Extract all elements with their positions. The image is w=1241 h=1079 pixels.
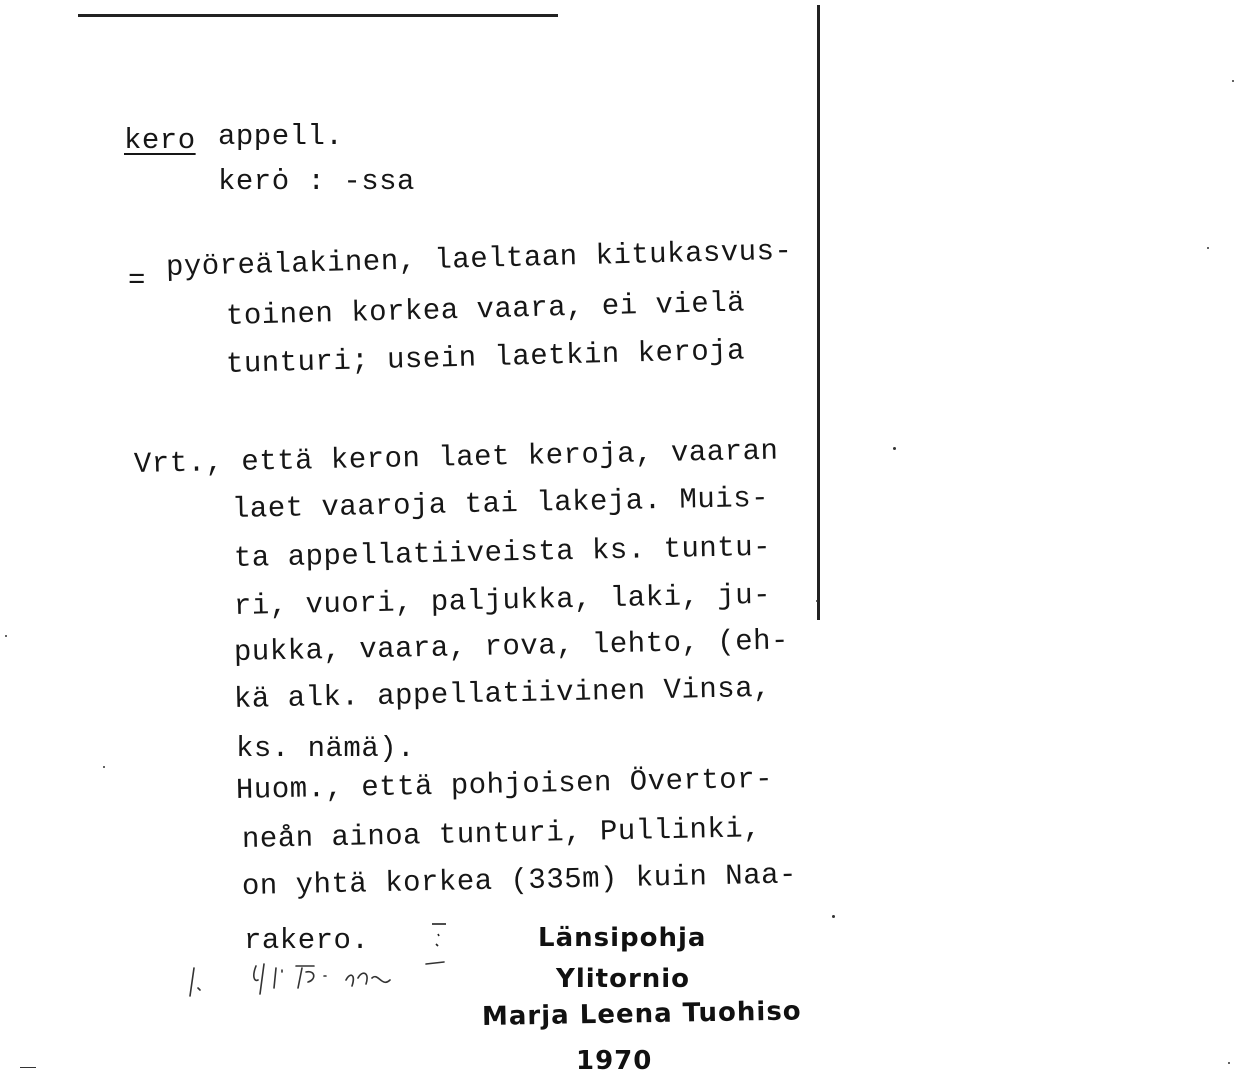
comparison-line: pukka, vaara, rova, lehto, (eh- (233, 624, 790, 669)
dust-speck (1232, 80, 1234, 82)
comparison-line: ri, vuori, paljukka, laki, ju- (233, 578, 772, 623)
dust-speck (5, 635, 7, 637)
headword: kero (124, 124, 196, 157)
handwritten-signature (186, 958, 456, 1008)
dust-speck (893, 447, 896, 450)
comparison-line: kä alk. appellatiivinen Vinsa, (233, 671, 772, 716)
comparison-line: laet vaaroja tai lakeja. Muis- (231, 481, 770, 526)
definition-line: tunturi; usein laetkin keroja (225, 334, 746, 381)
note-line: rakero. (244, 924, 370, 957)
note-line: Huom., että pohjoisen Övertor- (235, 762, 774, 807)
vertical-rule (817, 5, 820, 620)
headword-class: appell. (218, 120, 344, 153)
note-line: neån ainoa tunturi, Pullinki, (241, 812, 762, 856)
dust-speck (20, 1067, 36, 1068)
comparison-line: ta appellatiiveista ks. tuntu- (233, 530, 772, 575)
stamp-collector: Marja Leena Tuohiso (481, 996, 802, 1032)
dust-speck (1228, 1062, 1230, 1064)
note-line: on yhtä korkea (335m) kuin Naa- (241, 858, 798, 903)
dust-speck (103, 766, 105, 768)
definition-line: pyöreälakinen, laeltaan kitukasvus- (165, 234, 793, 284)
definition-marker: = (128, 264, 146, 297)
stamp-region: Länsipohja (538, 923, 707, 953)
definition-line: toinen korkea vaara, ei vielä (225, 286, 746, 333)
inflection: kerȯ : -ssa (218, 165, 415, 198)
comparison-line: Vrt., että keron laet keroja, vaaran (133, 434, 779, 481)
dust-speck (816, 600, 818, 602)
stamp-year: 1970 (576, 1046, 653, 1076)
ink-mark (428, 920, 452, 950)
dust-speck (1207, 247, 1209, 249)
dust-speck (832, 915, 835, 918)
comparison-line: ks. nämä). (236, 732, 416, 765)
top-rule (78, 14, 558, 17)
stamp-parish: Ylitornio (556, 964, 691, 994)
